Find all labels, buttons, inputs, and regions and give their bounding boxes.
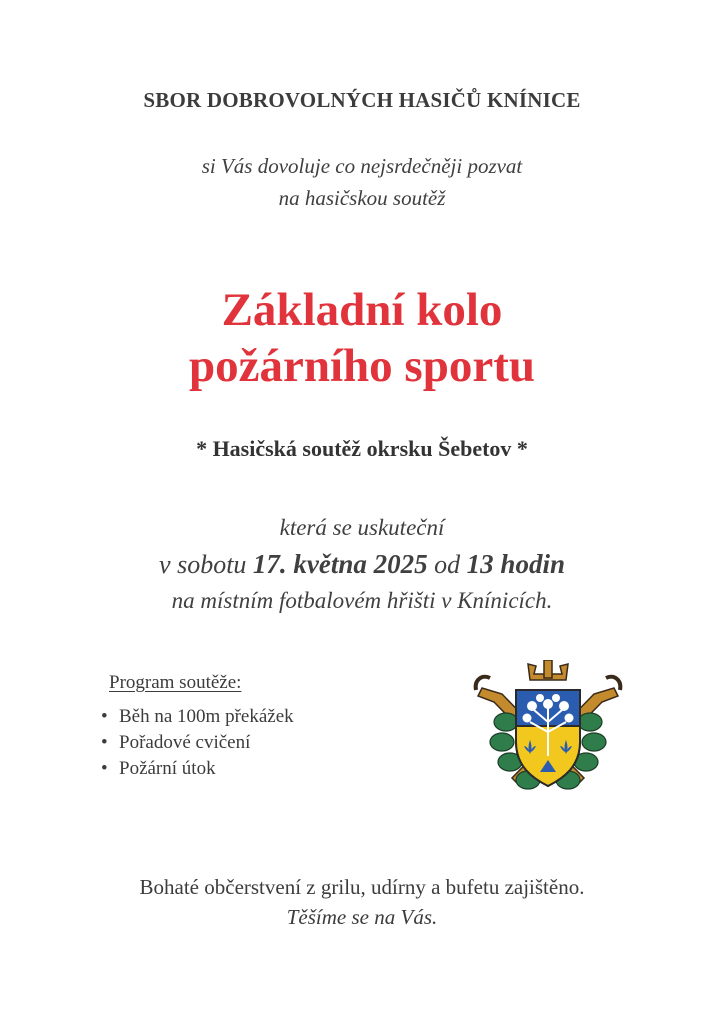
- footer-text: [0, 872, 724, 932]
- schedule-location: na místním fotbalovém hřišti v Knínicích.: [171, 588, 553, 613]
- program-item: [101, 730, 294, 756]
- program-heading: Program soutěže:: [109, 672, 242, 693]
- event-title-line-1: Základní kolo: [221, 284, 503, 336]
- program-item-label: Pořadové cvičení: [119, 732, 251, 753]
- event-title-line-2: požárního sportu: [188, 340, 536, 392]
- schedule-line-2: [0, 546, 724, 583]
- event-schedule: [0, 510, 724, 619]
- organization-name: SBOR DOBROVOLNÝCH HASIČŮ KNÍNICE: [143, 88, 581, 112]
- schedule-middle: od: [434, 550, 461, 579]
- footer-line-1: Bohaté občerstvení z grilu, udírny a bufetu zajištěno.: [139, 875, 585, 899]
- invitation-line-1: si Vás dovoluje co nejsrdečněji pozvat: [201, 154, 523, 178]
- program-item: [101, 756, 294, 782]
- schedule-line-1: která se uskuteční: [279, 515, 445, 540]
- program-item: [101, 704, 294, 730]
- program-list: [101, 704, 294, 782]
- firefighter-crest-icon: [472, 660, 624, 798]
- event-title: [0, 282, 724, 394]
- bullet-icon: •: [101, 706, 108, 727]
- program-item-label: Běh na 100m překážek: [119, 706, 294, 727]
- schedule-prefix: v sobotu: [159, 550, 247, 579]
- invitation-line-2: na hasičskou soutěž: [278, 186, 446, 210]
- event-date: 17. května 2025: [252, 549, 428, 579]
- invitation-text: [0, 150, 724, 214]
- bullet-icon: •: [101, 758, 108, 779]
- bullet-icon: •: [101, 732, 108, 753]
- event-subtitle: * Hasičská soutěž okrsku Šebetov *: [196, 436, 528, 461]
- event-time: 13 hodin: [466, 549, 565, 579]
- program-item-label: Požární útok: [119, 758, 216, 779]
- footer-line-2: Těšíme se na Vás.: [286, 905, 438, 929]
- program-section: [101, 672, 294, 782]
